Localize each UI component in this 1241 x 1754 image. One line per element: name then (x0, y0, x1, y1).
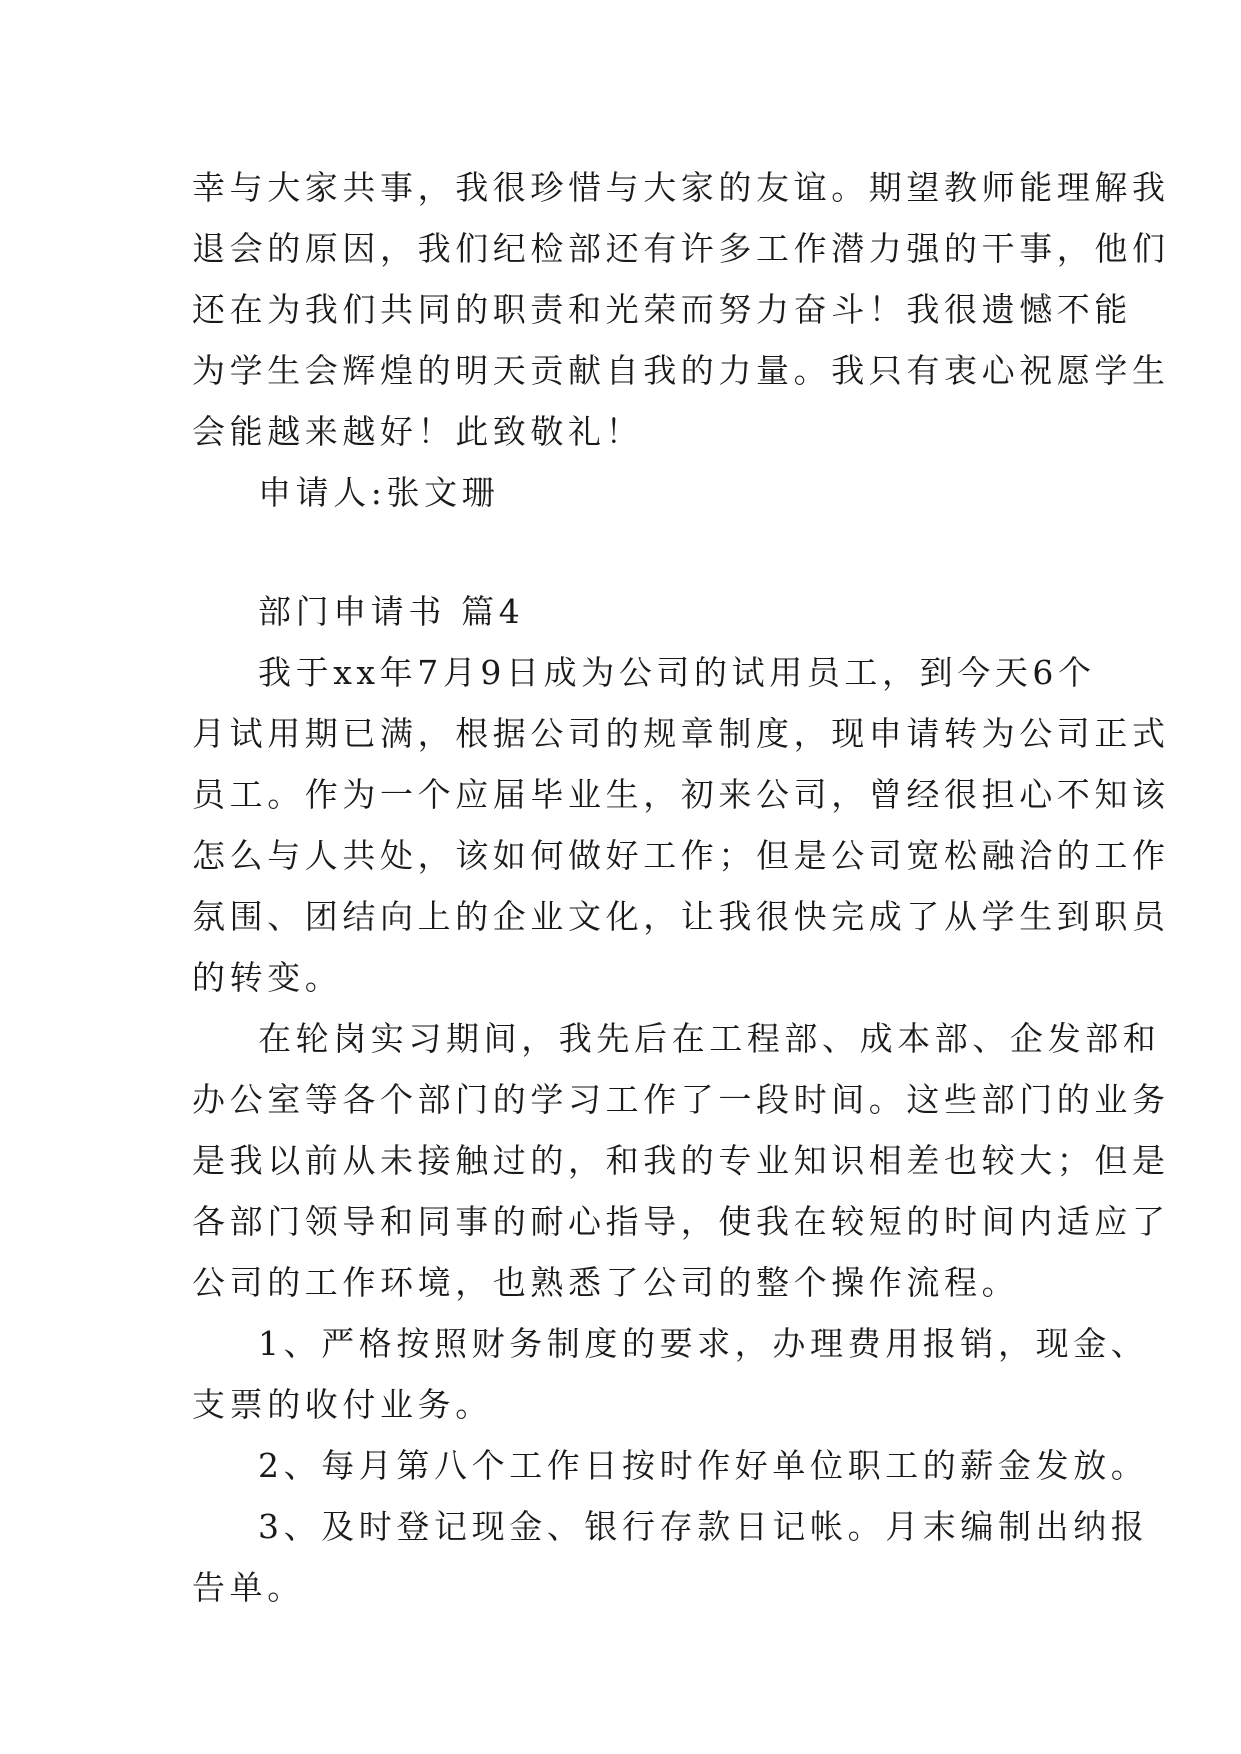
text-line: 还在为我们共同的职责和光荣而努力奋斗！我很遗憾不能 (192, 290, 1132, 329)
text-line: 退会的原因，我们纪检部还有许多工作潜力强的干事，他们 (192, 229, 1170, 268)
list-item-2 (192, 1435, 1149, 1496)
closing-paragraph (192, 157, 1170, 462)
text-line: 我于xx年7月9日成为公司的试用员工，到今天6个 (258, 653, 1096, 692)
text-line: 为学生会辉煌的明天贡献自我的力量。我只有衷心祝愿学生 (192, 351, 1170, 390)
document-body (192, 157, 1170, 1618)
text-line: 公司的工作环境，也熟悉了公司的整个操作流程。 (192, 1263, 1020, 1302)
text-line: 会能越来越好！此致敬礼！ (192, 412, 644, 451)
list-item-3 (192, 1496, 1149, 1618)
section-title: 部门申请书 篇4 (258, 592, 525, 631)
section-gap (192, 523, 1052, 581)
text-line: 1、严格按照财务制度的要求，办理费用报销，现金、 (258, 1324, 1149, 1363)
text-line: 3、及时登记现金、银行存款日记帐。月末编制出纳报 (258, 1507, 1149, 1546)
text-line: 办公室等各个部门的学习工作了一段时间。这些部门的业务 (192, 1080, 1170, 1119)
text-line: 月试用期已满，根据公司的规章制度，现申请转为公司正式 (192, 714, 1170, 753)
text-line: 幸与大家共事，我很珍惜与大家的友谊。期望教师能理解我 (192, 168, 1170, 207)
text-line: 在轮岗实习期间，我先后在工程部、成本部、企发部和 (258, 1019, 1161, 1058)
paragraph-2 (192, 1008, 1170, 1313)
list-item-1 (192, 1313, 1149, 1435)
text-line: 员工。作为一个应届毕业生，初来公司，曾经很担心不知该 (192, 775, 1170, 814)
text-line: 支票的收付业务。 (192, 1385, 493, 1424)
text-line: 2、每月第八个工作日按时作好单位职工的薪金发放。 (258, 1446, 1149, 1485)
text-line: 氛围、团结向上的企业文化，让我很快完成了从学生到职员 (192, 897, 1170, 936)
text-line: 是我以前从未接触过的，和我的专业知识相差也较大；但是 (192, 1141, 1170, 1180)
text-line: 的转变。 (192, 958, 343, 997)
text-line: 各部门领导和同事的耐心指导，使我在较短的时间内适应了 (192, 1202, 1170, 1241)
paragraph-1 (192, 642, 1170, 1008)
signature-line: 申请人:张文珊 (258, 473, 500, 512)
text-line: 告单。 (192, 1568, 305, 1607)
text-line: 怎么与人共处，该如何做好工作；但是公司宽松融洽的工作 (192, 836, 1170, 875)
